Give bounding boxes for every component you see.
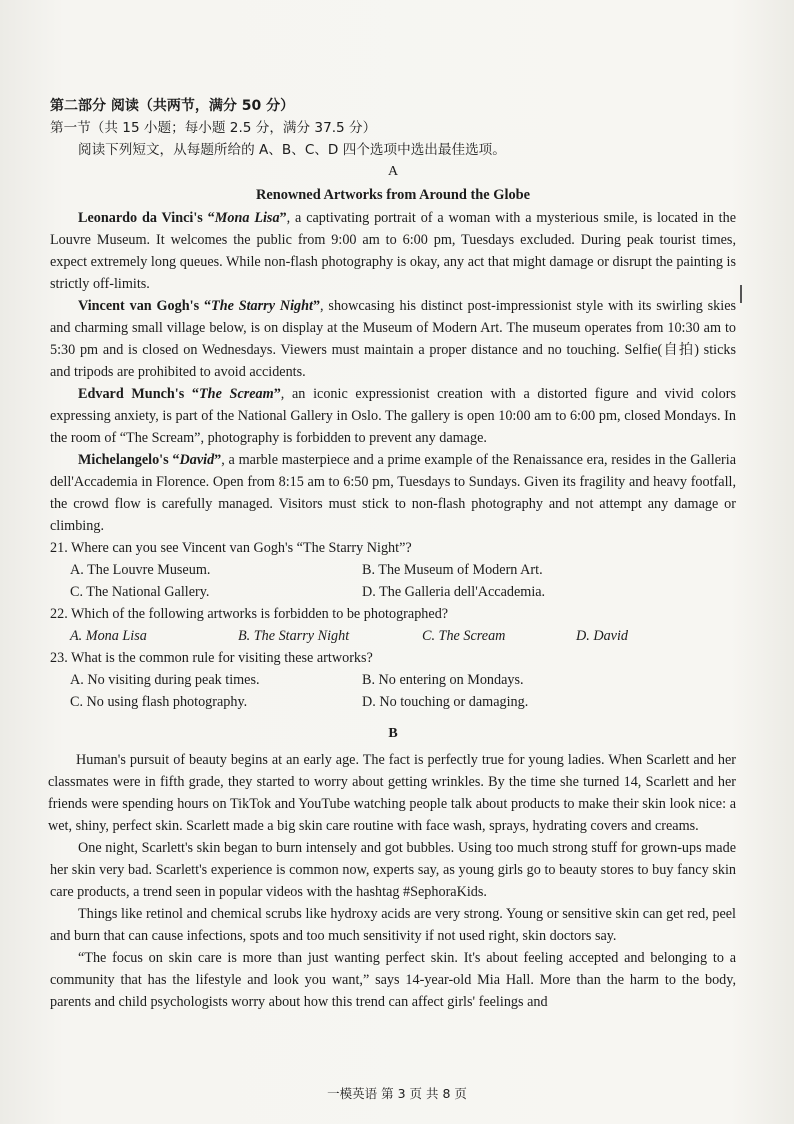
paragraph-david: [50, 449, 736, 537]
artwork-title: David: [179, 452, 215, 468]
paragraph-scream: [50, 383, 736, 449]
instructions: 阅读下列短文，从每题所给的 A、B、C、D 四个选项中选出最佳选项。: [78, 142, 506, 158]
question-22-options: [50, 625, 736, 647]
question-23: 23. What is the common rule for visiting these artworks?: [50, 650, 373, 666]
paragraph-text: , a marble masterpiece and a prime example of the Renaissance era, resides in the Galleria dell'Accademia in Florence. Open from 8:15 am to 6:50 pm, Tuesdays to Sundays. Given its fragility and heavy footfall, the crowd flow is carefully managed. Visitors must stick to non-flash photography and not attempt any damage or climbing.: [50, 452, 736, 534]
artwork-title: The Starry Night: [211, 298, 313, 314]
close-quote: ”: [214, 452, 222, 468]
section-heading: 第一节（共 15 小题；每小题 2.5 分，满分 37.5 分）: [50, 120, 377, 136]
passage-b-paragraph-3: Things like retinol and chemical scrubs like hydroxy acids are very strong. Young or sensitive skin can get red, peel and burn that can cause infections, spots and too much sensitivity if not used right, skin doctors say.: [50, 906, 736, 944]
passage-b-paragraph-1: Human's pursuit of beauty begins at an early age. The fact is perfectly true for young ladies. When Scarlett and her classmates were in fifth grade, they started to worry about getting wrinkles. By the time she turned 14, Scarlett and her friends were spending hours on TikTok and YouTube watching people talk about products to make their skin look nice: a wet, shiny, perfect skin. Scarlett made a big skin care routine with face wash, sprays, hydrating covers and creams.: [48, 752, 736, 834]
open-quote: “: [207, 210, 215, 226]
page-content: [50, 95, 736, 1013]
open-quote: “: [203, 298, 212, 314]
question-23-options: [50, 669, 736, 713]
scan-mark: [740, 285, 742, 303]
close-quote: ”: [279, 210, 287, 226]
question-21: 21. Where can you see Vincent van Gogh's “The Starry Night”?: [50, 540, 412, 556]
option-a[interactable]: A. Mona Lisa: [70, 628, 147, 644]
option-c[interactable]: C. No using flash photography.: [70, 694, 248, 710]
artist-name: Vincent van Gogh's: [78, 298, 204, 314]
passage-b-paragraph-2: One night, Scarlett's skin began to burn intensely and got bubbles. Using too much strong stuff for grown-ups made her skin very bad. Scarlett's experience is common now, experts say, as young girls go to beauty stores to buy fancy skin care products, a trend seen in popular videos with the hashtag #SephoraKids.: [50, 840, 736, 900]
passage-b-paragraph-4: “The focus on skin care is more than just wanting perfect skin. It's about feeling accepted and belonging to a community that has the lifestyle and look you want,” says 14-year-old Mia Hall. More than the harm to the body, parents and child psychologists worry about how this trend can affect girls' feelings and: [50, 950, 736, 1010]
passage-b-letter: B: [388, 726, 398, 741]
artist-name: Leonardo da Vinci's: [78, 210, 208, 226]
open-quote: “: [172, 452, 180, 468]
artist-name: Michelangelo's: [78, 452, 173, 468]
option-d[interactable]: D. David: [576, 628, 629, 644]
option-b[interactable]: B. The Starry Night: [238, 628, 350, 644]
paragraph-text: , an iconic expressionist creation with a distorted figure and vivid colors expressing anxiety, is part of the National Gallery in Oslo. The gallery is open 10:00 am to 6:00 pm, closed Mondays. In the room of “The Scream”, photography is forbidden to prevent any damage.: [50, 386, 736, 446]
artwork-title: The Scream: [199, 386, 274, 402]
option-c[interactable]: C. The National Gallery.: [70, 584, 210, 600]
close-quote: ”: [312, 298, 321, 314]
option-b[interactable]: B. The Museum of Modern Art.: [362, 562, 543, 578]
option-d[interactable]: D. No touching or damaging.: [362, 694, 529, 710]
open-quote: “: [191, 386, 200, 402]
option-c[interactable]: C. The Scream: [422, 628, 506, 644]
close-quote: ”: [273, 386, 281, 402]
option-a[interactable]: A. No visiting during peak times.: [70, 672, 260, 688]
passage-a-title: Renowned Artworks from Around the Globe: [255, 187, 531, 203]
option-d[interactable]: D. The Galleria dell'Accademia.: [362, 584, 546, 600]
question-22: 22. Which of the following artworks is forbidden to be photographed?: [50, 606, 449, 622]
question-21-options: [50, 559, 736, 603]
option-b[interactable]: B. No entering on Mondays.: [362, 672, 524, 688]
page-footer: 一模英语 第 3 页 共 8 页: [327, 1086, 467, 1101]
artwork-title: Mona Lisa: [214, 210, 280, 226]
paragraph-starry-night: [50, 295, 736, 383]
paragraph-text: , showcasing his distinct post-impressionist style with its swirling skies and charming small village below, is on display at the Museum of Modern Art. The museum operates from 10:30 am to 5:30 pm and is closed on Wednesdays. Viewers must maintain a proper distance and no touching. Selfie(自拍) sticks and tripods are prohibited to avoid accidents.: [50, 298, 737, 380]
passage-a-letter: A: [387, 164, 399, 179]
part-heading: 第二部分 阅读（共两节，满分 50 分）: [50, 98, 295, 114]
paragraph-text: , a captivating portrait of a woman with a mysterious smile, is located in the Louvre Museum. It welcomes the public from 9:00 am to 6:00 pm, Tuesdays excluded. During peak tourist times, expect extremely long queues. While non-flash photography is okay, any act that might damage or disrupt the painting is strictly off-limits.: [50, 210, 736, 292]
option-a[interactable]: A. The Louvre Museum.: [70, 562, 211, 578]
artist-name: Edvard Munch's: [78, 386, 192, 402]
paragraph-mona-lisa: [50, 207, 736, 295]
